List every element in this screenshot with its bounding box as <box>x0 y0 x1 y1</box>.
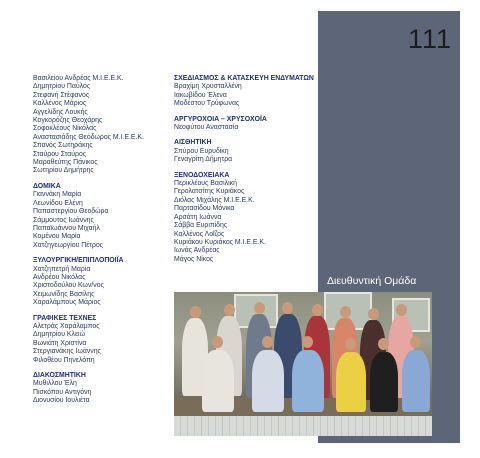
staff-name: Χατζηπετρή Μαρία <box>33 265 91 273</box>
photo-head <box>224 304 235 316</box>
staff-name: Αγγελίδης Λουκής <box>33 108 88 116</box>
staff-name: Κομένου Μαρία <box>33 233 81 241</box>
photo-head <box>212 336 223 348</box>
photo-person <box>292 350 324 412</box>
staff-section <box>33 315 144 365</box>
staff-name: Βραχίμη Χρυσταλλένη <box>174 83 242 91</box>
staff-name: Γιαννάκη Μαρία <box>33 191 82 199</box>
staff-section <box>33 257 144 307</box>
page-number: 111 <box>407 24 452 54</box>
photo-head <box>345 338 356 350</box>
staff-name: Διονυσίου Ιουλιέτα <box>33 397 90 405</box>
staff-name: Ανδρέου Νικόλας <box>33 273 86 281</box>
photo-head <box>254 302 265 314</box>
staff-name: Γερολατσίτης Κυριάκος <box>174 188 245 196</box>
photo-person <box>202 350 234 412</box>
staff-name: Σωτηρίου Δημήτρης <box>33 167 94 175</box>
section-header: ΞΕΝΟΔΟΧΕΙΑΚΑ <box>174 171 230 179</box>
section-header: ΓΡΑΦΙΚΕΣ ΤΕΧΝΕΣ <box>33 314 97 322</box>
band-caption: Διευθυντική Ομάδα <box>327 275 417 287</box>
staff-name: Φιλοθέου Πηνελόπη <box>33 356 95 364</box>
staff-name: Ιωνάς Ανδρέας <box>174 247 220 255</box>
staff-name: Παρτασίδου Μόνικα <box>174 205 235 213</box>
section-header: ΣΧΕΔΙΑΣΜΟΣ & ΚΑΤΑΣΚΕΥΗ ΕΝΔΥΜΑΤΩΝ <box>174 75 314 82</box>
staff-name: Χατζηγεωργίου Πέτρος <box>33 241 104 249</box>
staff-section <box>33 183 144 250</box>
staff-name: Μοδέστου Τρύφωνας <box>174 100 240 108</box>
photo-head <box>302 336 313 348</box>
photo-head <box>378 338 389 350</box>
staff-name: Σοφοκλέους Νικόλας <box>33 125 97 133</box>
photo-head <box>190 306 201 318</box>
staff-list-left <box>33 75 144 413</box>
staff-name: Αλετράς Χαράλαμπος <box>33 322 100 330</box>
staff-name: Σάββα Ευριπίδης <box>174 222 228 230</box>
section-header: ΔΟΜΙΚΑ <box>33 182 61 190</box>
staff-name: Στεργιανάκης Ιωάννης <box>33 348 101 356</box>
staff-name: Κογκορόζης Θεοχάρης <box>33 117 103 125</box>
staff-name: Μαραθεύτης Πάνικος <box>33 159 98 167</box>
staff-name: Νεοφύτου Αναστασία <box>174 124 239 132</box>
staff-name: Χαραλάμπους Μάριος <box>33 299 101 307</box>
staff-name: Πισκόπου Αντιγόνη <box>33 388 92 396</box>
photo-head <box>282 302 293 314</box>
staff-section <box>174 172 314 264</box>
staff-name: Βασιλείου Ανδρέας Μ.Ι.Ε.Ε.Κ. <box>33 75 124 82</box>
staff-name: Περικλέους Βασιλική <box>174 180 237 188</box>
staff-section <box>174 139 314 164</box>
photo-head <box>262 336 273 348</box>
staff-name: Παπαστεργίου Θεοδώρα <box>33 208 109 216</box>
decorative-strip <box>174 416 432 436</box>
photo-head <box>312 304 323 316</box>
staff-name: Αναστασιάδης Θεόδωρος Μ.Ι.Ε.Ε.Κ. <box>33 133 144 141</box>
staff-name: Διόλας Μιχάλης Μ.Ι.Ε.Ε.Κ. <box>174 196 255 204</box>
staff-name: Μυθιλλου Έλη <box>33 380 77 388</box>
staff-name: Καλλένος Μάριος <box>33 100 87 108</box>
photo-head <box>396 304 407 316</box>
section-header: ΑΡΓΥΡΟΧΟΙΑ – ΧΡΥΣΟΧΟΪΑ <box>174 115 267 123</box>
group-photo <box>174 292 432 416</box>
photo-person <box>336 352 366 412</box>
photo-person <box>402 350 430 412</box>
staff-name: Δημητρίου Παύλος <box>33 83 91 91</box>
staff-name: Δημητρίου Κλειώ <box>33 331 85 339</box>
staff-name: Μάγος Νίκος <box>174 255 214 263</box>
staff-name: Λεωνίδου Ελένη <box>33 199 83 207</box>
staff-name: Στεφανή Στέφανος <box>33 91 90 99</box>
staff-name: Ιακωβίδου Έλενα <box>174 91 227 99</box>
photo-person <box>252 350 284 412</box>
staff-name: Βωνιάτη Χριστίνα <box>33 339 87 347</box>
staff-section <box>174 116 314 133</box>
staff-section <box>33 372 144 406</box>
staff-name: Σπύρου Ευρυδίκη <box>174 147 229 155</box>
staff-name: Κυριάκου Κυριάκος Μ.Ι.Ε.Ε.Κ. <box>174 238 266 246</box>
staff-name: Σπανός Σωτηράκης <box>33 142 93 150</box>
photo-head <box>340 306 351 318</box>
staff-name: Καλλένος Λοΐζος <box>174 230 225 238</box>
staff-name: Παπαϊωάννου Μιχαήλ <box>33 224 100 232</box>
section-header: ΑΙΣΘΗΤΙΚΗ <box>174 139 212 147</box>
staff-name: Χριστοδούλου Κων/νος <box>33 282 104 290</box>
staff-name: Αρσάτη Ιωάννα <box>174 213 222 221</box>
staff-name: Χειμωνίδης Βασίλης <box>33 290 95 298</box>
staff-list-right <box>174 75 314 271</box>
staff-name: Γεναγρίτη Δήμητρα <box>174 156 233 164</box>
photo-head <box>410 336 421 348</box>
section-header: ΔΙΑΚΟΣΜΗΤΙΚΗ <box>33 372 86 379</box>
staff-name: Σταύρου Σταύρος <box>33 150 87 158</box>
photo-head <box>368 308 379 320</box>
section-header: ΞΥΛΟΥΡΓΙΚΗ/ΕΠΙΠΛΟΠΟΙΪΑ <box>33 257 124 265</box>
staff-name: Σάμμουτος Ιωάννης <box>33 216 94 224</box>
staff-section <box>33 75 144 176</box>
staff-section <box>174 75 314 109</box>
photo-person <box>370 352 398 412</box>
